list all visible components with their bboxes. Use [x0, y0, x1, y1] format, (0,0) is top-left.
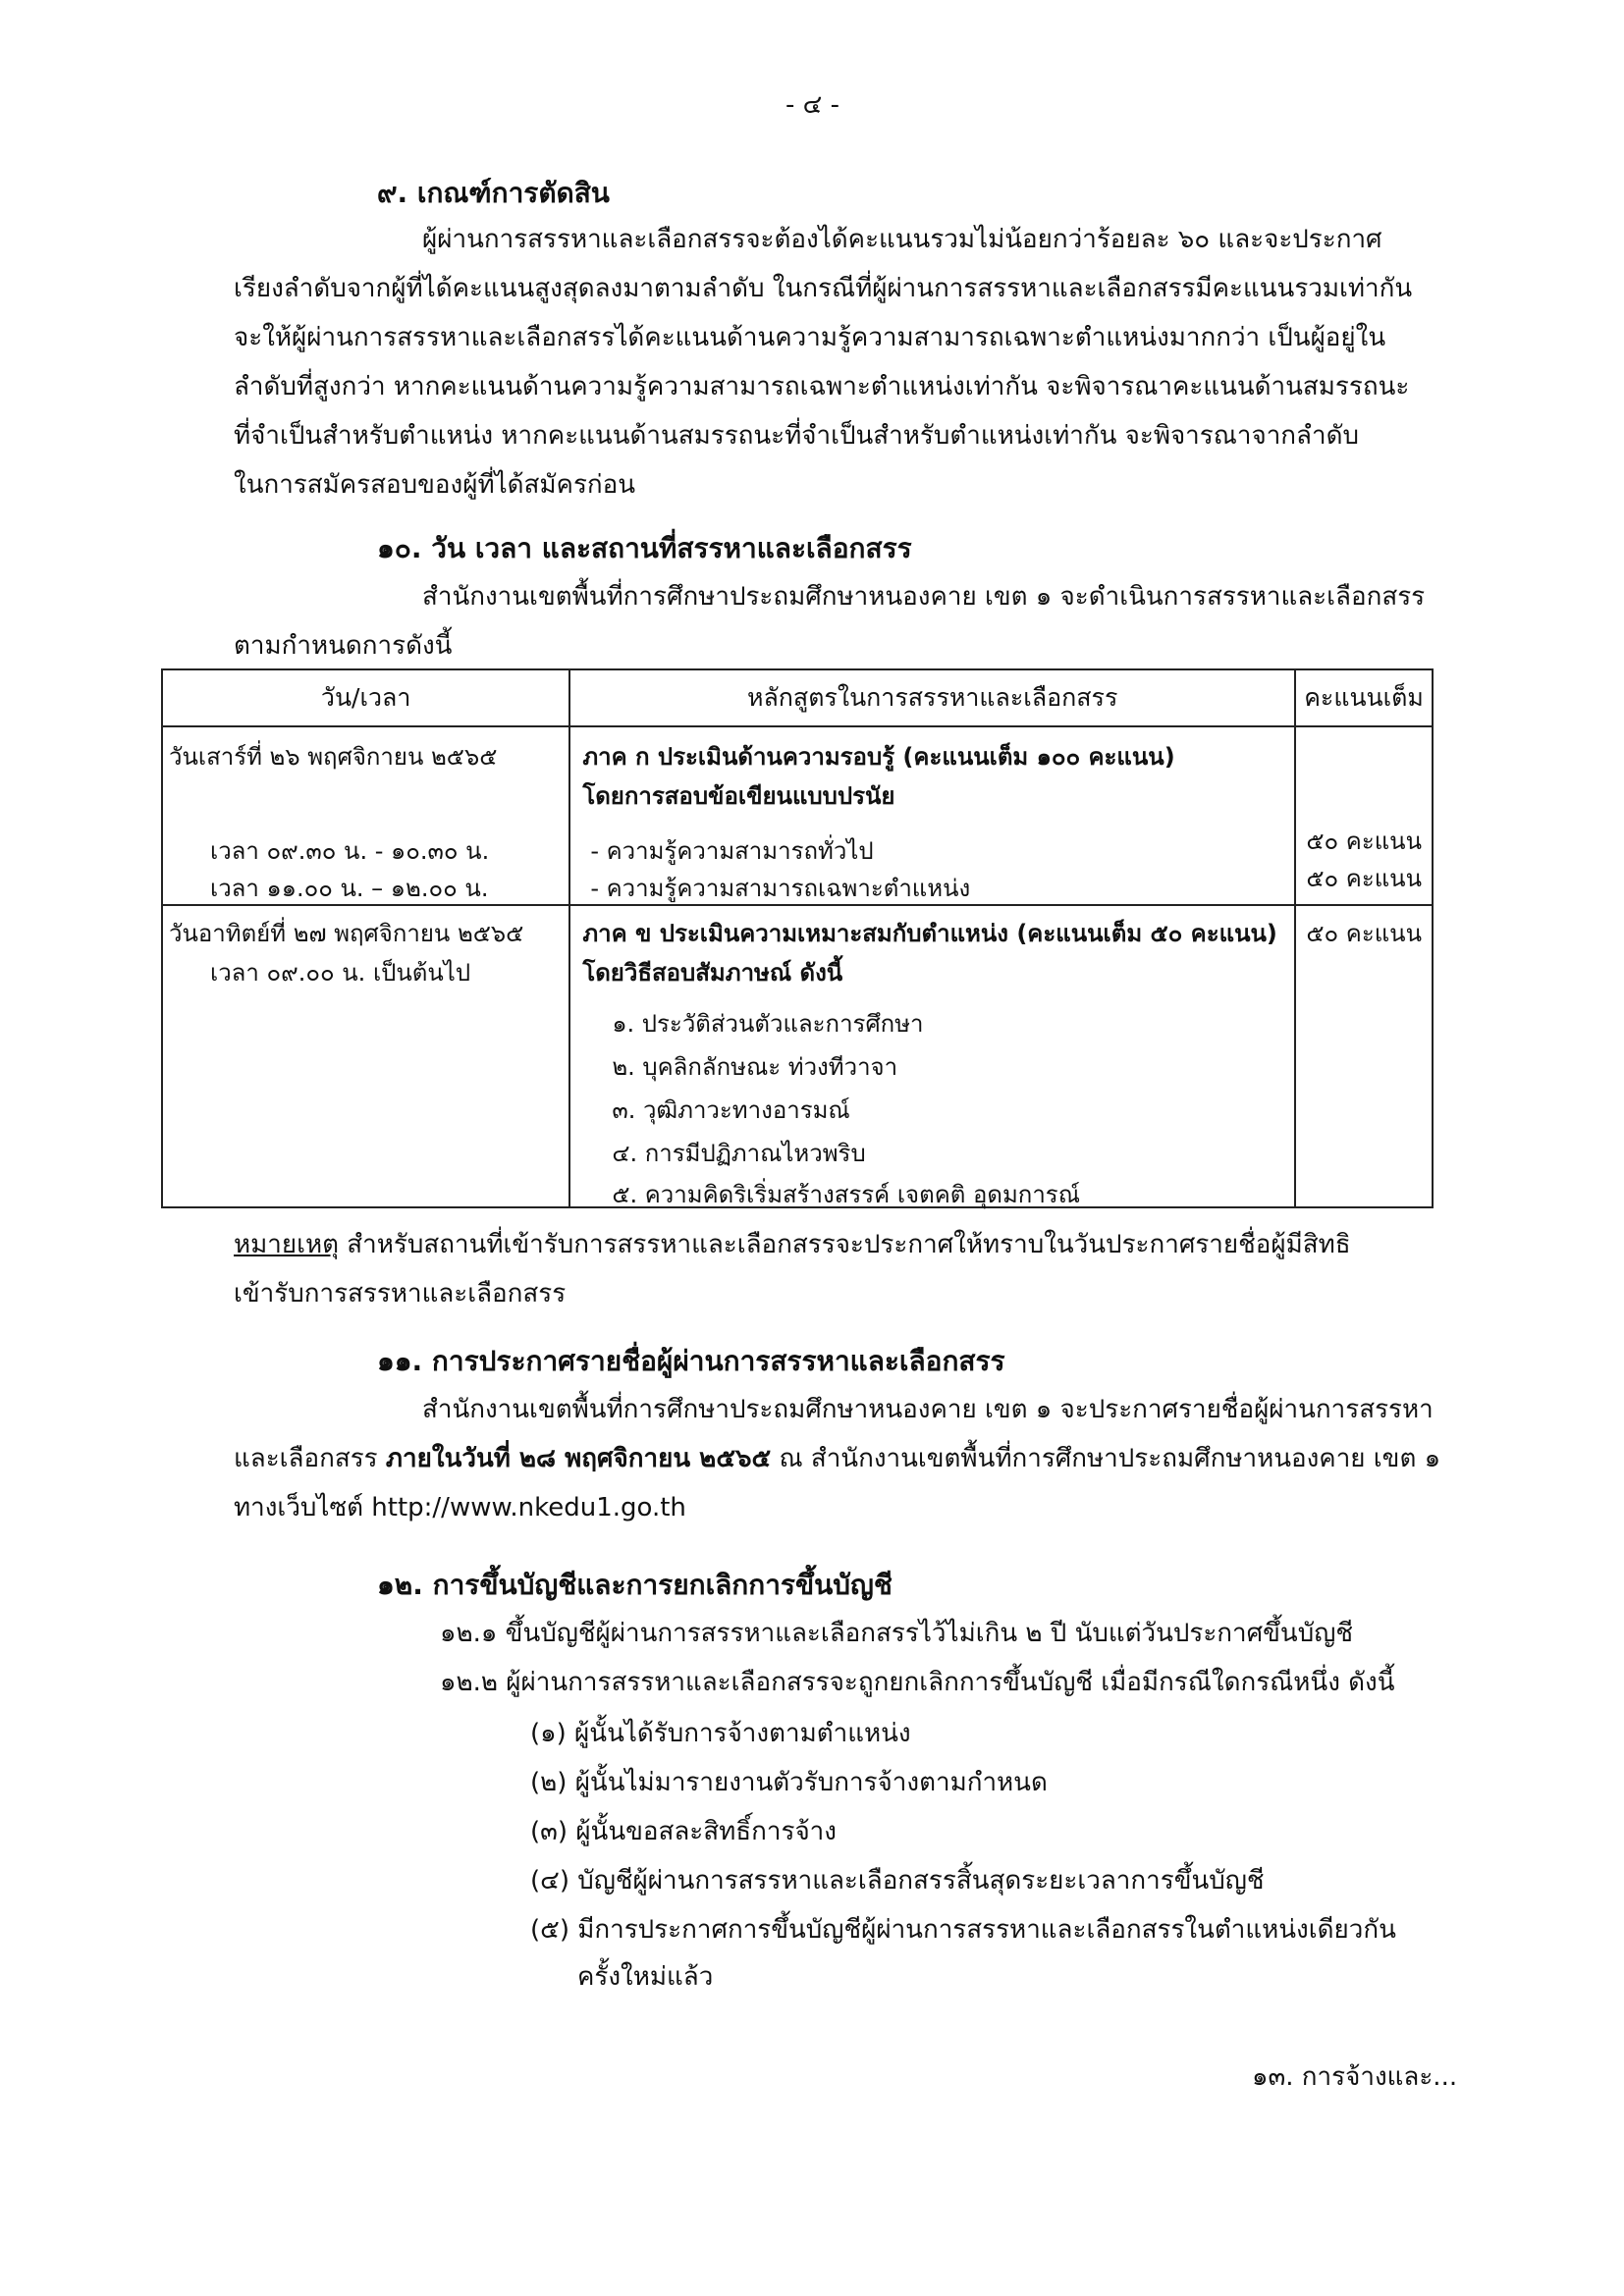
section-9-line: ในการสมัครสอบของผู้ที่ได้สมัครก่อน — [234, 470, 636, 500]
row1-date-cell — [162, 726, 569, 905]
section-11-heading: ๑๑. การประกาศรายชื่อผู้ผ่านการสรรหาและเลือกสรร — [377, 1345, 1005, 1377]
section-12-sub-2: ๑๒.๒ ผู้ผ่านการสรรหาและเลือกสรรจะถูกยกเลิกการขึ้นบัญชี เมื่อมีกรณีใดกรณีหนึ่ง ดังนี้ — [440, 1668, 1395, 1697]
table-row — [162, 726, 1433, 905]
section-12-item: (๑) ผู้นั้นได้รับการจ้างตามตำแหน่ง — [530, 1719, 911, 1748]
row2-method: โดยวิธีสอบสัมภาษณ์ ดังนี้ — [582, 959, 843, 987]
section-9-heading: ๙. เกณฑ์การตัดสิน — [377, 177, 610, 209]
announcement-date: ภายในวันที่ ๒๘ พฤศจิกายน ๒๕๖๕ — [385, 1444, 772, 1473]
row2-date: วันอาทิตย์ที่ ๒๗ พฤศจิกายน ๒๕๖๕ — [169, 920, 524, 947]
section-9-line: ลำดับที่สูงกว่า หากคะแนนด้านความรู้ความสามารถเฉพาะตำแหน่งเท่ากัน จะพิจารณาคะแนนด้านสมรรถนะ — [234, 372, 1410, 401]
row2-item: ๒. บุคลิกลักษณะ ท่วงทีวาจา — [612, 1053, 898, 1081]
section-12-item: (๓) ผู้นั้นขอสละสิทธิ์การจ้าง — [530, 1817, 837, 1846]
section-9-line: จะให้ผู้ผ่านการสรรหาและเลือกสรรได้คะแนนด้านความรู้ความสามารถเฉพาะตำแหน่งมากกว่า เป็นผู้อยู่ใน — [234, 323, 1386, 352]
section-9-line: ที่จำเป็นสำหรับตำแหน่ง หากคะแนนด้านสมรรถนะที่จำเป็นสำหรับตำแหน่งเท่ากัน จะพิจารณาจากลำดับ — [234, 421, 1359, 451]
section-11-line: สำนักงานเขตพื้นที่การศึกษาประถมศึกษาหนองคาย เขต ๑ จะประกาศรายชื่อผู้ผ่านการสรรหา — [422, 1395, 1434, 1424]
note-line-2: เข้ารับการสรรหาและเลือกสรร — [234, 1279, 567, 1308]
row1-method: โดยการสอบข้อเขียนแบบปรนัย — [582, 782, 895, 810]
row1-curriculum-cell — [569, 726, 1295, 905]
section-12-item-cont: ครั้งใหม่แล้ว — [577, 1962, 714, 1992]
row1-item1: - ความรู้ความสามารถทั่วไป — [590, 837, 874, 865]
schedule-table — [161, 668, 1434, 1208]
row2-item: ๑. ประวัติส่วนตัวและการศึกษา — [612, 1010, 924, 1038]
row1-part: ภาค ก ประเมินด้านความรอบรู้ (คะแนนเต็ม ๑๐๐ คะแนน) — [582, 743, 1175, 771]
section-11-website: ทางเว็บไซต์ http://www.nkedu1.go.th — [234, 1493, 686, 1522]
section-12-sub-1: ๑๒.๑ ขึ้นบัญชีผู้ผ่านการสรรหาและเลือกสรรไว้ไม่เกิน ๒ ปี นับแต่วันประกาศขึ้นบัญชี — [440, 1619, 1353, 1648]
row2-item: ๓. วุฒิภาวะทางอารมณ์ — [612, 1096, 850, 1124]
row2-item: ๕. ความคิดริเริ่มสร้างสรรค์ เจตคติ อุดมการณ์ — [612, 1181, 1080, 1208]
section-11-text: ณ สำนักงานเขตพื้นที่การศึกษาประถมศึกษาหนองคาย เขต ๑ — [771, 1444, 1441, 1473]
section-12-item: (๕) มีการประกาศการขึ้นบัญชีผู้ผ่านการสรรหาและเลือกสรรในตำแหน่งเดียวกัน — [530, 1915, 1396, 1945]
row2-score-cell — [1295, 905, 1433, 1207]
row2-item: ๔. การมีปฏิภาณไหวพริบ — [612, 1140, 866, 1167]
section-12-item: (๔) บัญชีผู้ผ่านการสรรหาและเลือกสรรสิ้นสุดระยะเวลาการขึ้นบัญชี — [530, 1866, 1265, 1896]
row1-score2: ๕๐ คะแนน — [1306, 865, 1422, 892]
section-9-line: เรียงลำดับจากผู้ที่ได้คะแนนสูงสุดลงมาตามลำดับ ในกรณีที่ผู้ผ่านการสรรหาและเลือกสรรมีคะแนนรวมเท่ากัน — [234, 274, 1413, 303]
row1-time1: เวลา ๐๙.๓๐ น. - ๑๐.๓๐ น. — [210, 837, 490, 865]
row2-time: เวลา ๐๙.๐๐ น. เป็นต้นไป — [210, 959, 471, 987]
header-full-score: คะแนนเต็ม — [1295, 669, 1433, 726]
section-11-line — [234, 1441, 1440, 1476]
page-number: - ๔ - — [785, 90, 839, 120]
section-10-heading: ๑๐. วัน เวลา และสถานที่สรรหาและเลือกสรร — [377, 532, 912, 564]
row1-date: วันเสาร์ที่ ๒๖ พฤศจิกายน ๒๕๖๕ — [169, 743, 498, 771]
note-label: หมายเหตุ — [234, 1230, 340, 1259]
row1-score-cell — [1295, 726, 1433, 905]
row2-date-cell — [162, 905, 569, 1207]
section-11-text: และเลือกสรร — [234, 1444, 386, 1473]
note-line-1 — [234, 1227, 1351, 1262]
section-12-heading: ๑๒. การขึ้นบัญชีและการยกเลิกการขึ้นบัญชี — [377, 1569, 893, 1601]
section-10-line: สำนักงานเขตพื้นที่การศึกษาประถมศึกษาหนองคาย เขต ๑ จะดำเนินการสรรหาและเลือกสรร — [422, 582, 1426, 612]
section-9-line: ผู้ผ่านการสรรหาและเลือกสรรจะต้องได้คะแนนรวมไม่น้อยกว่าร้อยละ ๖๐ และจะประกาศ — [422, 225, 1382, 254]
row1-score1: ๕๐ คะแนน — [1306, 828, 1422, 855]
note-text: สำหรับสถานที่เข้ารับการสรรหาและเลือกสรรจะประกาศให้ทราบในวันประกาศรายชื่อผู้มีสิทธิ — [339, 1230, 1351, 1259]
table-row — [162, 905, 1433, 1207]
continuation-note: ๑๓. การจ้างและ... — [1252, 2062, 1458, 2092]
header-date-time: วัน/เวลา — [162, 669, 569, 726]
row2-part: ภาค ข ประเมินความเหมาะสมกับตำแหน่ง (คะแนนเต็ม ๕๐ คะแนน) — [582, 920, 1277, 947]
section-12-item: (๒) ผู้นั้นไม่มารายงานตัวรับการจ้างตามกำหนด — [530, 1768, 1048, 1797]
row2-curriculum-cell — [569, 905, 1295, 1207]
row1-item2: - ความรู้ความสามารถเฉพาะตำแหน่ง — [590, 875, 971, 902]
header-curriculum: หลักสูตรในการสรรหาและเลือกสรร — [569, 669, 1295, 726]
row1-time2: เวลา ๑๑.๐๐ น. – ๑๒.๐๐ น. — [210, 875, 489, 902]
row2-score: ๕๐ คะแนน — [1306, 920, 1422, 947]
table-header-row — [162, 669, 1433, 726]
section-10-line: ตามกำหนดการดังนี้ — [234, 631, 453, 661]
